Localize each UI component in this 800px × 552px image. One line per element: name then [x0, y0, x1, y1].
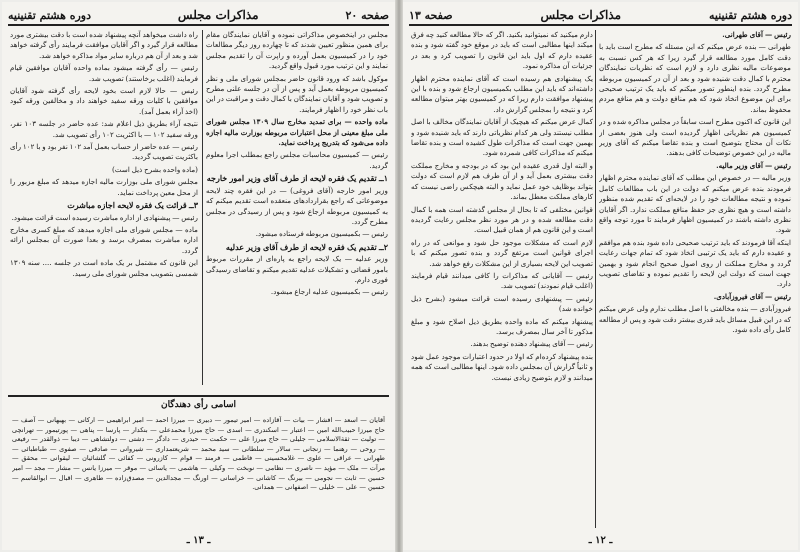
column-divider [202, 30, 203, 385]
paragraph: و البته اول قدری عقیده این بود که در بودجه و مخارج مملکت دقت بیشتری بعمل آید و از آن طرف هم لازم است که دولت بتواند بوظایف خود عمل نماید و البته هیچکس راضی نیست که کارهای مملکت معطل بماند. [411, 160, 593, 202]
paragraph: فیروزآبادی — بنده مخالفتی با اصل مطلب ندارم ولی عرض میکنم که در این قبیل مسائل باید قدری بیشتر دقت شود و پس از مطالعه کامل رأی داده شود. [599, 304, 791, 334]
paragraph: رئیس — کمیسیون محاسبات مجلس راجع بمطلب اجرا معلوم گردید. [206, 150, 388, 170]
left-page-column-right [206, 30, 388, 376]
paragraph: یک پیشنهادی هم رسیده است که آقای نماینده محترم اظهار داشته‌اند که باید این مطلب بکمیسیون ارجاع شود و بنده با این پیشنهاد موافقت دارم زیرا که در کمیسیون بهتر میتوان مطالعه کرد و نتیجه را بمجلس گزارش داد. [411, 73, 593, 114]
section-divider [8, 395, 389, 397]
paragraph: رئیس — پیشنهادی رسیده است قرائت میشود (بشرح ذیل خوانده شد) [411, 293, 593, 314]
column-divider [595, 30, 596, 528]
left-page [2, 2, 395, 550]
paragraph: رئیس — آقای پیشنهاد دهنده توضیح بدهند. [470, 339, 593, 349]
section-heading: ۳ــ قرائت یک فقره لایحه اجازه مباشرت [67, 200, 198, 211]
paragraph: بنده پیشنهاد کرده‌ام که اولا در حدود اعتبارات موجود عمل شود و ثانیاً گزارش آن بمجلس داده شود. اینها مطالبی است که همه میدانند و لازم بتوضیح زیادی نیست. [411, 351, 593, 382]
paragraph: وزیر امور خارجه (آقای فروغی) — در این فقره چند لایحه موضوعاتی که راجع بقراردادهای منعقده است تقدیم میکنم که به کمیسیون مربوطه ارجاع شود و پس از رسیدگی در مجلس مطرح گردد. [206, 185, 388, 226]
paragraph: مجلس شورای ملی بوزارت مالیه اجازه میدهد که مبلغ مزبور را از محل معین پرداخت نماید. [10, 177, 198, 197]
right-page-header [409, 6, 792, 26]
section-heading: ۲ــ تقدیم یک فقره لایحه از طرف آقای وزیر عدلیه [225, 241, 388, 252]
right-page-column-left [411, 30, 593, 527]
paragraph: رئیس — بکمیسیون مربوطه فرستاده میشود. [255, 229, 388, 239]
paragraph: ماده واحده — برای تمدید مخارج سال ۱۳۰۹ مجلس شورای ملی مبلغ معینی از محل اعتبارات مربوطه بوزارت مالیه اجازه داده می‌شود که بتدریج پرداخت نماید. [206, 117, 388, 148]
paragraph: رئیس — آقای وزیر مالیه. [716, 160, 791, 170]
book-gutter [395, 0, 403, 552]
paragraph: ماده — مجلس شورای ملی اجازه میدهد که مبلغ کسری مخارج اداره مباشرت بمصرف برسد و بعدا صورت آن بمجلس ارائه گردد. [10, 224, 198, 255]
paragraph: رئیس — آقایانی که مذاکرات را کافی میدانند قیام فرمایند (اغلب قیام نمودند) تصویب شد. [411, 270, 593, 291]
left-page-session: دوره هشتم تقنینیه [8, 8, 91, 22]
right-page-number: ـ ۱۲ ـ [588, 535, 613, 546]
right-page [403, 2, 798, 550]
voters-list: آقایان — اسعد — افشار — بیات — آقازاده — امیر تیمور — دبیری — میرزا احمد — امیر ابراهیمی — ارکانی — بهبهانی — آصف — حاج میرزا حبیب‌الله امین — اعتبار — اسکندری — اسدی — حاج میرزا محمدعلی — بنکدار — پارسا — پناهی — پورتیمور — تهرانچی — تولیت — ثقة‌الاسلامی — جلیلی — حاج میرزا علی — حکمت — حیدری — دادگر — دشتی — دولتشاهی — دیبا — ذوالقدر — رفیعی — روحی — رهنما — زنجانی — سالار — سلطانی — سید محمد — شریعتمداری — شیروانی — صادقی — صفوی — طباطبائی — طهرانی — عراقی — علوی — غلامحسینی — فاطمی — فرمند — قوام — کازرونی — کفائی — گلشائیان — لیقوانی — محقق — مرآت — ملک — مؤید — ناصری — نظامی — نوبخت — وکیلی — هاشمی — یاسائی — موقر — میرزا یانس — مشار — مجد — امیر حسین — ثابت — نجومی — بیرنگ — کاشانی — خراسانی — اورنگ — مجدالدین — مصدق‌زاده — طاهری — اقبال — ابوالقاسم — حسین — علی — خلیلی — اصفهانی — همدانی. [12, 416, 385, 492]
paragraph: قوانین مختلفی که تا بحال از مجلس گذشته است همه با کمال دقت مطالعه شده و در هر مورد نظر مجلس رعایت گردیده است و این قانون هم از همان قبیل است. [411, 204, 593, 235]
paragraph: وزیر عدلیه — یک لایحه راجع به پاره‌ای از مقررات مربوط بامور قضائی و تشکیلات عدلیه تقدیم میکنم و تقاضای رسیدگی فوری دارم. [206, 254, 388, 284]
paragraph: نتیجه آراء بطریق ذیل اعلام شد: عده حاضر در جلسه ۱۰۳ نفر، ورقه سفید ۱۰۲ — با اکثریت ۱۰۲ رأی تصویب شد. [10, 119, 198, 139]
paragraph: (ماده واحده بشرح ذیل است) [112, 164, 198, 174]
left-page-title: مذاکرات مجلس [177, 8, 259, 22]
paragraph: راه داشت میخواهد آنچه پیشنهاد شده است با دقت بیشتری مورد مطالعه قرار گیرد و اگر آقایان موافقت فرمایند رأی گرفته خواهد شد و بعد از آن هم درباره سایر مواد مذاکره خواهد شد. [10, 30, 198, 60]
paragraph: رئیس — پیشنهادی از اداره مباشرت رسیده است قرائت میشود. [11, 212, 198, 222]
paragraph: وزیر مالیه — در خصوص این مطلب که آقای نماینده محترم اظهار فرمودند بنده عرض میکنم که دولت در این باب مطالعات کامل نموده و نتیجه مطالعات خود را در لایحه‌ای که تقدیم شده منظور داشته است و هیچ نظری جز حفظ منافع مملکت ندارد. اگر آقایان نظری داشته باشند در کمیسیون اظهار فرمایند تا مورد توجه واقع شود. [599, 173, 791, 235]
right-page-column-right [599, 30, 791, 527]
paragraph: اینکه آقا فرمودند که باید ترتیب صحیحی داده شود بنده هم موافقم و عقیده دارم که باید یک ترتیبی اتخاذ شود که تمام جهات رعایت گردد و مخارج مملکت از روی اصول صحیح انجام شود و بهمین جهت است که دولت این لایحه را تقدیم نموده و تقاضای تصویب دارد. [599, 237, 791, 289]
voters-title: اسامی رأی دهندگان [160, 400, 237, 410]
paragraph: رئیس — بکمیسیون عدلیه ارجاع میشود. [270, 287, 388, 297]
left-page-header [8, 6, 389, 26]
left-page-label: صفحه ۲۰ [345, 8, 389, 22]
paragraph: رئیس — حالا لازم است بخود لایحه رأی گرفته شود آقایان موافقین با کلیات ورقه سفید خواهند داد و مخالفین ورقه کبود (اخذ آراء بعمل آمد). [10, 86, 198, 116]
right-page-label: صفحه ۱۳ [409, 8, 453, 22]
left-page-number: ـ ۱۳ ـ [186, 535, 211, 546]
paragraph: مجلس در اینخصوص مذاکراتی نموده و آقایان نمایندگان مقام برای همین منظور تعیین شدند که تا چهارده روز دیگر مطالعات خود را در کمیسیون بعمل آورده و راپرت آن را تقدیم مجلس نمایند و این ترتیب مورد قبول واقع گردید. [206, 30, 388, 71]
left-page-column-left [10, 30, 198, 390]
right-page-title: مذاکرات مجلس [540, 8, 622, 22]
paragraph: رئیس — رأی گرفته میشود بماده واحده آقایان موافقین قیام فرمایند (اغلب برخاستند) تصویب شد. [10, 63, 198, 83]
paragraph: کمال عرض میکنم که هیچیک از آقایان نمایندگان مخالف با اصل مطلب نیستند ولی هر کدام نظریاتی دارند که باید شنیده شود و بهمین جهت است که مذاکرات طول کشیده است و بنده تقاضا میکنم که مذاکرات کافی شمرده شود. [411, 117, 593, 158]
paragraph: طهرانی — بنده عرض میکنم که این مسئله که مطرح است باید با دقت کامل مورد مطالعه قرار گیرد زیرا که هر کس نسبت به موضوعات مالیه نظری دارد و لازم است که نظریات نمایندگان محترم با کمال دقت شنیده شود و بعد از آن در کمیسیون مربوطه مطرح گردد. بنده اینطور تصور میکنم که باید یک ترتیب صحیحی برای این موضوع اتخاذ شود که هم منافع دولت و هم منافع مردم محفوظ بماند. [599, 42, 791, 114]
paragraph: رئیس — آقای فیروزآبادی. [713, 291, 791, 301]
section-heading: ۱ــ تقدیم یک فقره لایحه از طرف آقای وزیر امور خارجه [206, 173, 388, 184]
paragraph: پیشنهاد میکنم که ماده واحده بطریق ذیل اصلاح شود و مبلغ مذکور تا آخر سال بمصرف برسد. [411, 316, 593, 336]
paragraph: این قانون که مشتمل بر یک ماده است در جلسه .... سنه ۱۳۰۹ شمسی بتصویب مجلس شورای ملی رسید. [10, 258, 198, 278]
paragraph: دارم میکنید که نمیتوانید بکنید. اگر که حالا مطالعه کنید چه فرق میکند اینها مطالبی است که باید در موقع خود گفته شود و بنده عقیده دارم که اول باید این قانون را تصویب کرد و بعد در جزئیات آن مذاکره نمود. [411, 30, 593, 71]
paragraph: لازم است که مشکلات موجود حل شود و موانعی که در راه اجرای قوانین است مرتفع گردد و بنده تصور میکنم که با تصویب این لایحه بسیاری از این مشکلات رفع خواهد شد. [411, 237, 593, 268]
paragraph: موکول باشد که ورود قانون حاضر بمجلس شورای ملی و نظر کمیسیون مربوطه بعمل آید و پس از آن در جلسه علنی مطرح و تصویب شود و آقایان نمایندگان با کمال دقت و مراقبت در این باب نظر خود را اظهار فرمایند. [206, 73, 388, 114]
paragraph: رئیس — آقای طهرانی. [722, 30, 791, 39]
paragraph: این قانون که اکنون مطرح است سابقاً در مجلس مذاکره شده و در کمیسیون هم نظریاتی اظهار گردیده است ولی هنوز بعضی از نکات آن محتاج بتوضیح است و بنده تقاضا میکنم که آقای وزیر مالیه در این خصوص توضیحات کافی بدهند. [599, 117, 791, 158]
right-page-session: دوره هشتم تقنینیه [709, 8, 792, 22]
paragraph: رئیس — عده حاضر از حساب بعمل آمد ۱۰۲ نفر بود و با ۱۰۲ رأی باکثریت تصویب گردید. [10, 142, 198, 162]
